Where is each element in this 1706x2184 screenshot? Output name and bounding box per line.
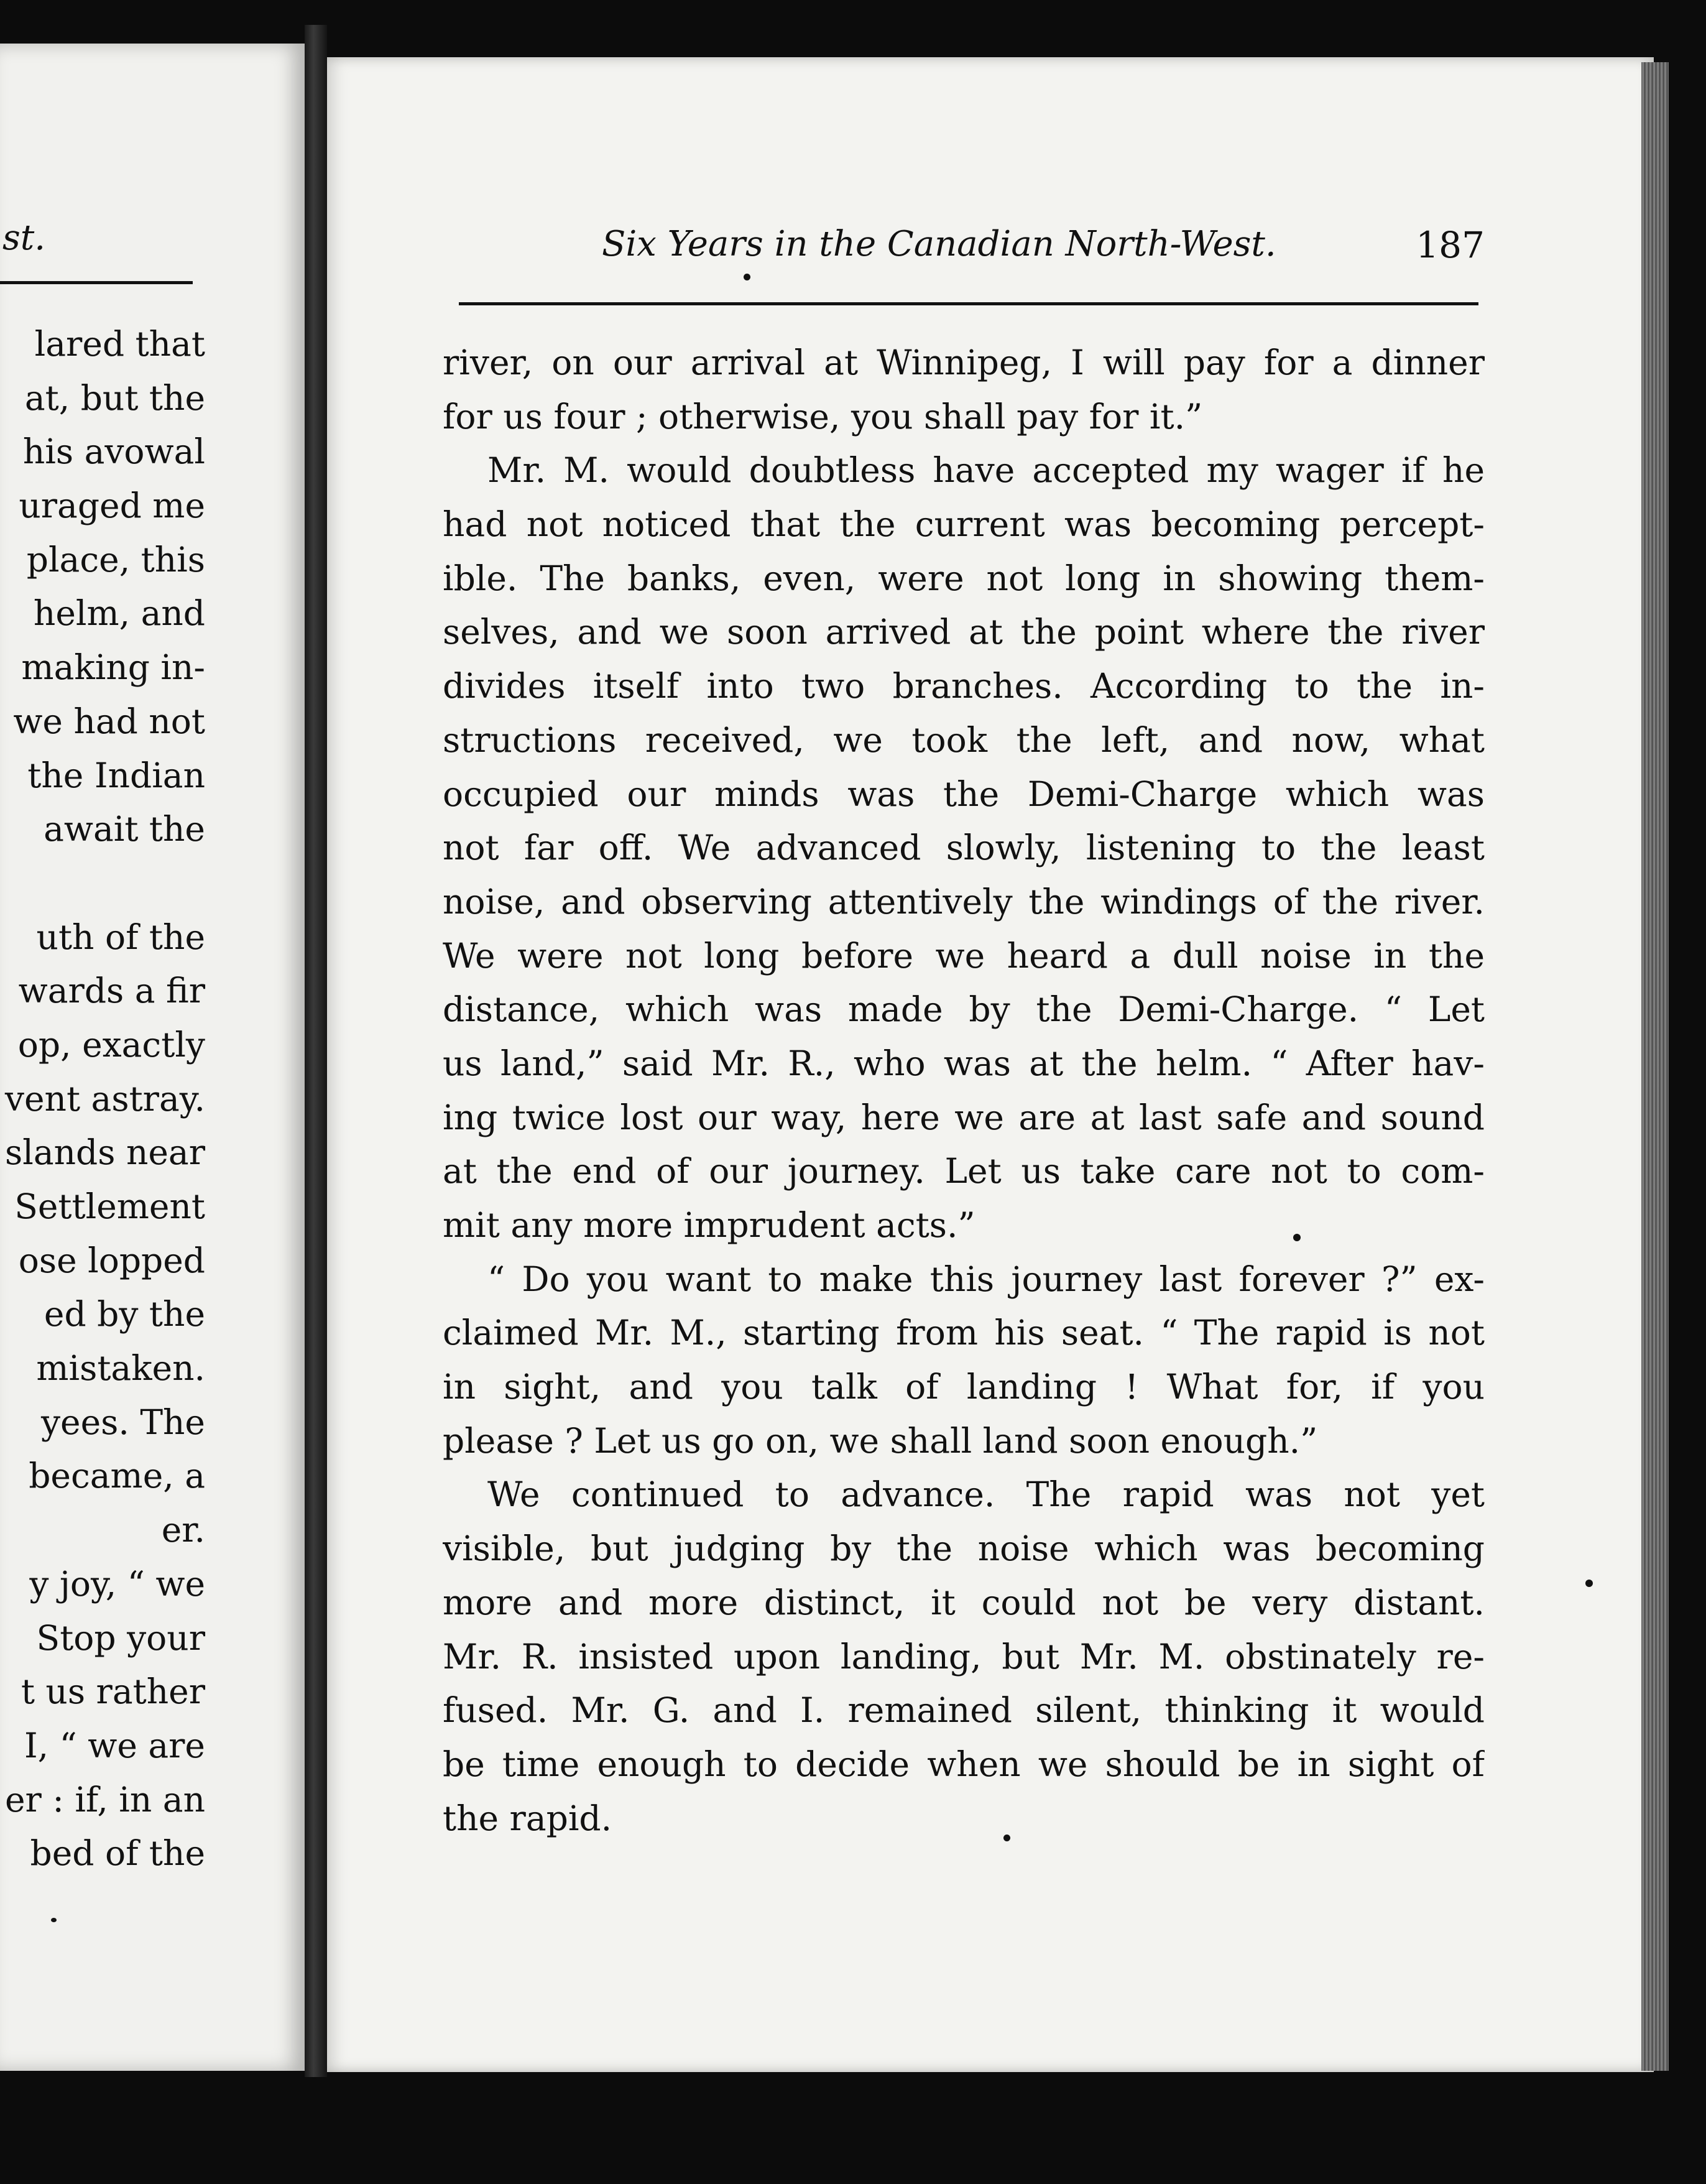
left-page-line: ed by the <box>44 1294 205 1335</box>
left-page-line: at, but the <box>24 377 205 418</box>
text-line: be time enough to decide when we should be in sight of <box>443 1744 1485 1784</box>
left-page-line: uth of the <box>36 917 205 957</box>
text-line: Mr. R. insisted upon landing, but Mr. M. obstinately re- <box>443 1636 1485 1677</box>
text-line: noise, and observing attentively the windings of the river. <box>443 881 1485 922</box>
text-line: occupied our minds was the Demi-Charge which was <box>443 774 1485 814</box>
left-page-line: er : if, in an <box>5 1779 205 1820</box>
left-page-line: making in- <box>21 647 205 688</box>
left-page-line: became, a <box>29 1456 205 1496</box>
text-line: at the end of our journey. Let us take care not to com- <box>443 1151 1485 1191</box>
ink-speck <box>744 274 750 280</box>
paragraph <box>443 443 1485 1252</box>
left-page-line: mistaken. <box>36 1348 205 1389</box>
text-line: selves, and we soon arrived at the point where the river <box>443 612 1485 652</box>
left-page-line: await the <box>44 809 205 849</box>
left-page-line: Settlement <box>14 1187 205 1226</box>
left-page-line: lared that <box>34 324 205 364</box>
left-page-line: Stop your <box>36 1617 205 1658</box>
text-line: claimed Mr. M., starting from his seat. “ The rapid is not <box>443 1313 1485 1353</box>
book-gutter <box>305 25 327 2077</box>
text-line: fused. Mr. G. and I. remained silent, thinking it would <box>443 1690 1485 1731</box>
text-line: distance, which was made by the Demi-Charge. “ Let <box>443 989 1485 1030</box>
running-title: Six Years in the Canadian North-West. <box>602 224 1276 264</box>
body-text <box>443 336 1485 1845</box>
text-line: not far off. We advanced slowly, listening to the least <box>443 828 1485 868</box>
ink-speck <box>1003 1835 1010 1841</box>
text-line: the rapid. <box>443 1798 612 1838</box>
text-line: Mr. M. would doubtless have accepted my wager if he <box>487 450 1485 491</box>
paragraph <box>443 336 1485 443</box>
ink-speck <box>1585 1580 1593 1587</box>
text-line: divides itself into two branches. According to the in- <box>443 666 1485 706</box>
left-head-rule <box>0 281 193 284</box>
text-line: ing twice lost our way, here we are at last safe and sound <box>443 1097 1485 1137</box>
left-page-line: vent astray. <box>4 1078 205 1119</box>
page-edges <box>1641 62 1669 2071</box>
text-line: more and more distinct, it could not be very distant. <box>443 1582 1485 1622</box>
text-line: visible, but judging by the noise which was becoming <box>443 1529 1485 1569</box>
text-line: for us four ; otherwise, you shall pay for it.” <box>443 396 1203 437</box>
paragraph <box>443 1468 1485 1845</box>
left-page-line: his avowal <box>22 432 205 472</box>
text-line: mit any more imprudent acts.” <box>443 1205 975 1245</box>
left-page-line: the Indian <box>27 755 205 795</box>
text-line: We continued to advance. The rapid was not yet <box>487 1474 1485 1515</box>
left-page-line: ose lopped <box>18 1240 205 1280</box>
left-page-line: helm, and <box>33 593 205 634</box>
left-page-line: wards a fir <box>18 971 205 1011</box>
page-number: 187 <box>1416 224 1485 266</box>
running-head-rule <box>459 302 1478 305</box>
left-page-line: er. <box>161 1510 205 1550</box>
left-page-line: we had not <box>13 701 205 741</box>
left-page-line: yees. The <box>40 1402 205 1442</box>
text-line: had not noticed that the current was becoming percept- <box>443 504 1485 545</box>
ink-speck <box>51 1918 57 1922</box>
left-page-line: y joy, “ we <box>29 1563 205 1604</box>
text-line: ible. The banks, even, were not long in showing them- <box>443 558 1485 598</box>
ink-speck <box>1293 1234 1301 1241</box>
left-page-line: bed of the <box>30 1833 205 1874</box>
left-page-line: t us rather <box>21 1672 205 1712</box>
text-line: please ? Let us go on, we shall land soon enough.” <box>443 1420 1318 1461</box>
text-line: river, on our arrival at Winnipeg, I will pay for a dinner <box>443 343 1485 382</box>
text-line: “ Do you want to make this journey last forever ?” ex- <box>487 1259 1485 1299</box>
left-page-line <box>0 856 205 910</box>
left-running-head: st. <box>2 218 46 258</box>
paragraph <box>443 1252 1485 1468</box>
text-line: structions received, we took the left, and now, what <box>443 720 1485 760</box>
text-line: We were not long before we heard a dull noise in the <box>443 935 1485 976</box>
left-page-line: I, “ we are <box>24 1725 205 1765</box>
left-page-text <box>0 317 205 1881</box>
left-page-line: op, exactly <box>17 1024 205 1065</box>
left-page-line: slands near <box>5 1132 205 1173</box>
text-line: us land,” said Mr. R., who was at the helm. “ After hav- <box>443 1043 1485 1083</box>
text-line: in sight, and you talk of landing ! What for, if you <box>443 1367 1485 1407</box>
left-page <box>0 44 305 2071</box>
left-page-line: uraged me <box>19 486 205 526</box>
left-page-line: place, this <box>26 539 205 580</box>
running-head <box>602 224 1485 280</box>
